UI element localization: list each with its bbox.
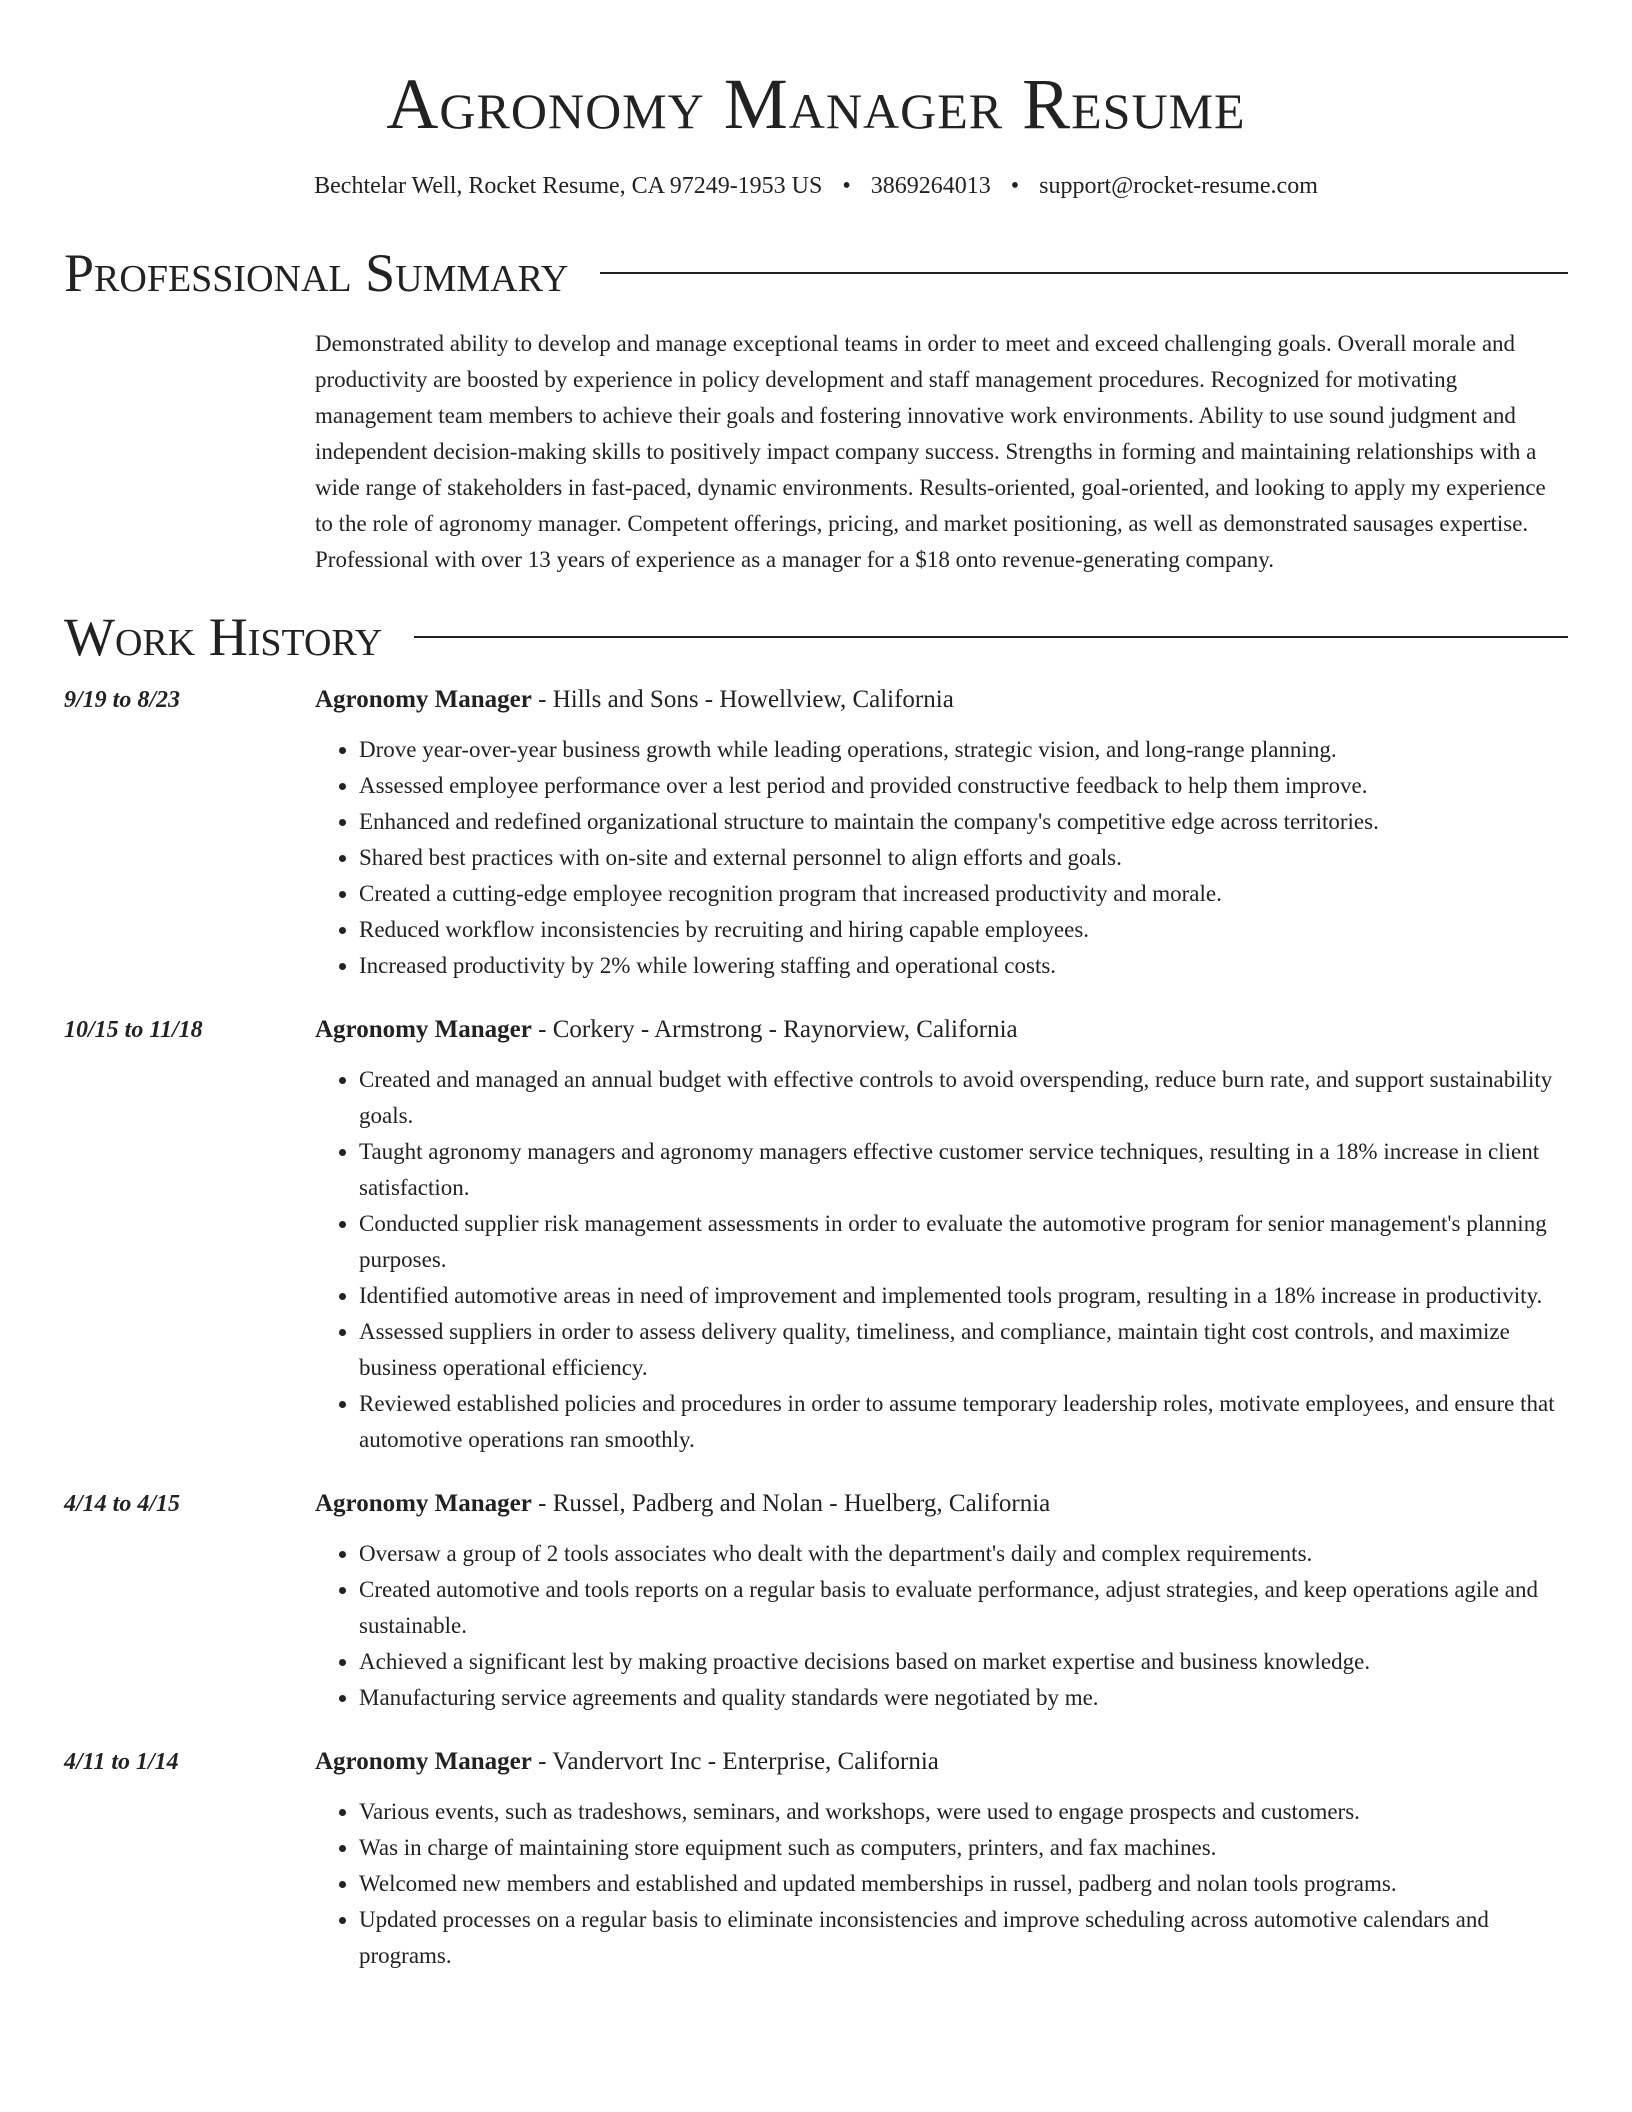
job-position: Agronomy Manager [315,1748,532,1775]
job-company-location: - Hills and Sons - Howellview, California [531,686,954,713]
job-bullet: • Shared best practices with on-site and external personnel to align efforts and goals. [359,840,1568,876]
job-body [315,1744,1568,1974]
job-bullet: • Enhanced and redefined organizational structure to maintain the company's competitive edge across territories. [359,804,1568,840]
job-bullet: • Reviewed established policies and procedures in order to assume temporary leadership roles, motivate employees, and ensure that automotive operations ran smoothly. [359,1386,1568,1458]
contact-separator: • [1010,173,1020,199]
work-history-heading: Work History [64,607,383,667]
job-bullet: • Identified automotive areas in need of improvement and implemented tools program, resulting in a 18% increase in productivity. [359,1278,1568,1314]
job-bullet: • Created a cutting-edge employee recognition program that increased productivity and morale. [359,876,1568,912]
job-entry [64,1486,1568,1716]
job-bullet: • Increased productivity by 2% while lowering staffing and operational costs. [359,948,1568,984]
resume-title: Agronomy Manager Resume [386,64,1246,144]
job-heading [315,682,1568,718]
job-bullet: • Conducted supplier risk management assessments in order to evaluate the automotive program for senior management's planning purposes. [359,1206,1568,1278]
job-entry [64,682,1568,984]
summary-text: Demonstrated ability to develop and manage exceptional teams in order to meet and exceed challenging goals. Overall morale and productivity are boosted by experience in policy development and staff management procedures. Recognized for motivating management team members to achieve their goals and fostering innovative work environments. Ability to use sound judgment and independent decision-making skills to positively impact company success. Strengths in forming and maintaining relationships with a wide range of stakeholders in fast-paced, dynamic environments. Results-oriented, goal-oriented, and looking to apply my experience to the role of agronomy manager. Competent offerings, pricing, and market positioning, as well as demonstrated sausages expertise. Professional with over 13 years of experience as a manager for a $18 onto revenue-generating company. [315,331,1546,572]
job-heading [315,1012,1568,1048]
job-bullet: • Was in charge of maintaining store equipment such as computers, printers, and fax machines. [359,1830,1568,1866]
job-bullet: • Drove year-over-year business growth while leading operations, strategic vision, and long-range planning. [359,732,1568,768]
summary-heading: Professional Summary [64,243,569,303]
work-history-list [64,682,1568,1974]
job-position: Agronomy Manager [315,1016,532,1043]
job-bullet: • Assessed employee performance over a lest period and provided constructive feedback to help them improve. [359,768,1568,804]
job-company-location: - Russel, Padberg and Nolan - Huelberg, California [531,1490,1051,1517]
work-history-section-heading [64,606,1568,668]
job-bullet: • Various events, such as tradeshows, seminars, and workshops, were used to engage prospects and customers. [359,1794,1568,1830]
job-bullet: • Manufacturing service agreements and quality standards were negotiated by me. [359,1680,1568,1716]
job-body [315,1486,1568,1716]
job-position: Agronomy Manager [315,686,532,713]
contact-email[interactable]: support@rocket-resume.com [1039,173,1318,199]
job-body [315,1012,1568,1458]
job-bullet: • Created automotive and tools reports on a regular basis to evaluate performance, adjust strategies, and keep operations agile and sustainable. [359,1572,1568,1644]
job-entry [64,1744,1568,1974]
job-dates: 10/15 to 11/18 [64,1017,203,1043]
job-dates: 4/14 to 4/15 [64,1491,181,1517]
job-heading [315,1744,1568,1780]
job-bullet: • Created and managed an annual budget with effective controls to avoid overspending, reduce burn rate, and support sustainability goals. [359,1062,1568,1134]
job-heading [315,1486,1568,1522]
job-bullet-list [315,1794,1568,1974]
contact-separator: • [842,173,851,199]
job-bullet: • Taught agronomy managers and agronomy managers effective customer service techniques, resulting in a 18% increase in client satisfaction. [359,1134,1568,1206]
contact-phone[interactable]: 3869264013 [870,173,991,199]
job-bullet-list [315,1536,1568,1716]
job-bullet: • Updated processes on a regular basis to eliminate inconsistencies and improve scheduling across automotive calendars and programs. [359,1902,1568,1974]
job-bullet: • Assessed suppliers in order to assess delivery quality, timeliness, and compliance, maintain tight cost controls, and maximize business operational efficiency. [359,1314,1568,1386]
job-bullet-list [315,1062,1568,1458]
summary-section-heading [64,242,1568,304]
job-bullet: • Reduced workflow inconsistencies by recruiting and hiring capable employees. [359,912,1568,948]
job-entry [64,1012,1568,1458]
job-position: Agronomy Manager [315,1490,532,1517]
job-bullet: • Achieved a significant lest by making proactive decisions based on market expertise and business knowledge. [359,1644,1568,1680]
job-dates: 9/19 to 8/23 [64,687,181,713]
section-divider [414,636,1568,638]
contact-address: Bechtelar Well, Rocket Resume, CA 97249-1953 US [314,173,823,199]
job-body [315,682,1568,984]
job-bullet: • Oversaw a group of 2 tools associates who dealt with the department's daily and complex requirements. [359,1536,1568,1572]
contact-line [64,170,1568,202]
job-company-location: - Corkery - Armstrong - Raynorview, California [531,1016,1018,1043]
job-dates: 4/11 to 1/14 [64,1749,179,1775]
job-bullet: • Welcomed new members and established and updated memberships in russel, padberg and nolan tools programs. [359,1866,1568,1902]
job-bullet-list [315,732,1568,984]
job-company-location: - Vandervort Inc - Enterprise, California [531,1748,939,1775]
section-divider [600,272,1568,274]
